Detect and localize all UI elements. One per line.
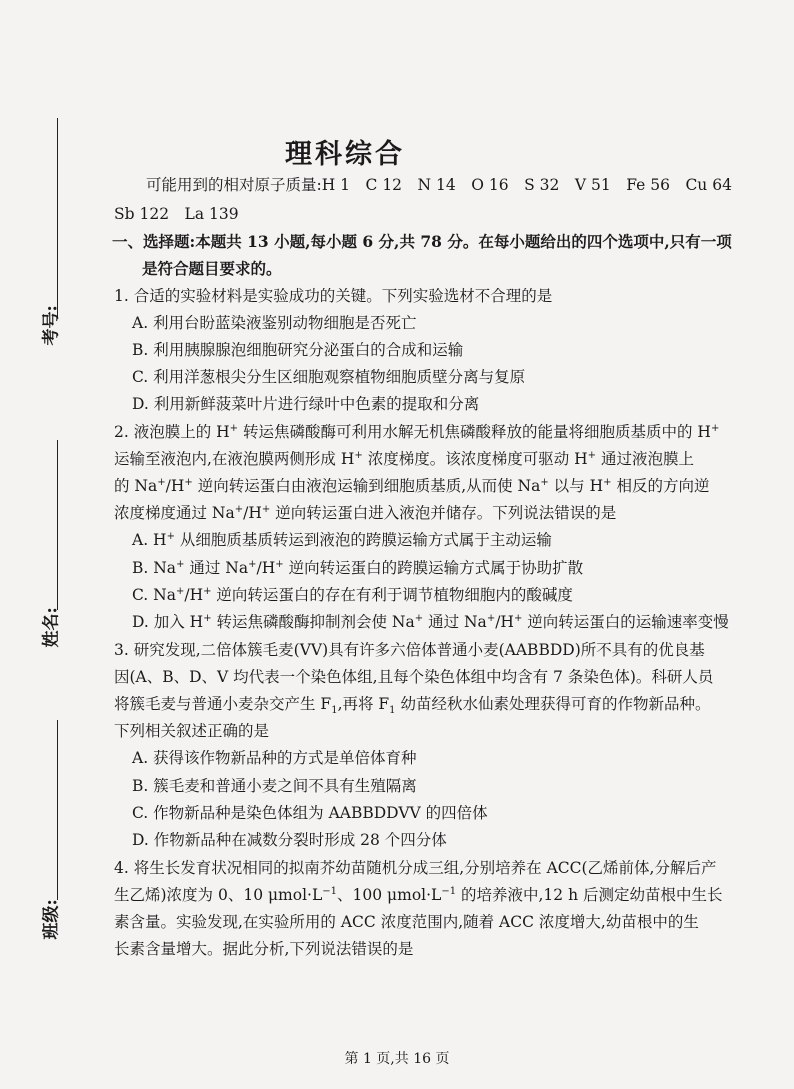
q2-text: 通过 Na [184,559,249,577]
name-line [57,440,58,610]
q2-text: 浓度梯度通过 Na [114,504,235,522]
page-footer: 第 1 页,共 16 页 [344,1051,450,1067]
q1-option-b: B. 利用胰腺腺泡细胞研究分泌蛋白的合成和运输 [132,341,464,359]
q2-text: A. H [132,531,167,549]
superscript: + [486,612,496,624]
q2-text: B. Na [132,559,177,577]
q2-text: 转运焦磷酸酶可利用水解无机焦磷酸释放的能量将细胞质基质中的 H [238,423,711,441]
q1-option-c: C. 利用洋葱根尖分生区细胞观察植物细胞质壁分离与复原 [132,368,526,386]
q2-text: /H [256,559,276,577]
superscript: + [203,612,212,624]
q3-line4: 下列相关叙述正确的是 [114,722,270,740]
class-label: 班级: [41,899,62,940]
q2-text: 逆向转运蛋白的运输速率变慢 [522,613,729,631]
q4-text: 生乙烯)浓度为 0、10 μmol·L [114,886,323,904]
q3-text: ,再将 F [337,695,390,713]
q2-line4 [114,500,616,526]
q2-text: /H [165,477,185,495]
q3-line1: 3. 研究发现,二倍体簇毛麦(VV)具有许多六倍体普通小麦(AABBDD)所不具有的优良基 [114,641,705,659]
superscript: + [275,558,284,570]
superscript: + [540,476,549,488]
superscript: −1 [322,885,338,897]
superscript: + [354,449,363,461]
q3-line3 [114,691,710,717]
subscript: 1 [389,705,396,717]
name-label: 姓名: [41,607,62,648]
superscript: + [587,449,597,461]
q3-option-a: A. 获得该作物新品种的方式是单倍体育种 [132,749,417,767]
section-heading-line2: 是符合题目要求的。 [142,259,282,278]
q3-text: 幼苗经秋水仙素处理获得可育的作物新品种。 [395,695,711,713]
q2-text: 逆向转运蛋白进入液泡并储存。下列说法错误的是 [270,504,617,522]
q2-text: 2. 液泡膜上的 H [114,423,230,441]
superscript: + [157,476,166,488]
superscript: + [261,503,271,515]
q4-line2 [114,882,723,908]
q2-text: /H [184,586,204,604]
q4-text: 的培养液中,12 h 后测定幼苗根中生长 [456,886,723,904]
q2-text: 逆向转运蛋白的存在有利于调节植物细胞内的酸碱度 [211,586,573,604]
superscript: + [603,476,612,488]
atomic-masses-line1: 可能用到的相对原子质量:H 1 C 12 N 14 O 16 S 32 V 51 Fe 56 Cu 64 [146,176,732,194]
q2-text: 逆向转运蛋白的跨膜运输方式属于协助扩散 [283,559,584,577]
class-line [57,720,58,900]
q4-text: 、100 μmol·L [337,886,442,904]
q2-text: 的 Na [114,477,158,495]
q2-text: 通过液泡膜上 [596,450,694,468]
atomic-masses-line2: Sb 122 La 139 [114,205,239,223]
exam-no-label: 考号: [41,305,62,346]
q2-option-d [132,609,729,635]
superscript: + [176,558,185,570]
superscript: + [229,422,239,434]
q2-text: 从细胞质基质转运到液泡的跨膜运输方式属于主动运输 [174,531,552,549]
q1-option-d: D. 利用新鲜菠菜叶片进行绿叶中色素的提取和分离 [132,395,480,413]
q2-text: 相反的方向逆 [611,477,710,495]
q2-line1 [114,419,719,445]
q4-line4: 长素含量增大。据此分析,下列说法错误的是 [114,940,414,958]
q3-line2: 因(A、B、D、V 均代表一个染色体组,且每个染色体组中均含有 7 条染色体)。科研人员 [114,668,714,686]
superscript: + [203,585,212,597]
q1-option-a: A. 利用台盼蓝染液鉴别动物细胞是否死亡 [132,314,417,332]
q3-option-c: C. 作物新品种是染色体组为 AABBDDVV 的四倍体 [132,804,488,822]
q2-option-c [132,582,573,608]
superscript: + [710,422,720,434]
section-heading-line1: 一、选择题:本题共 13 小题,每小题 6 分,共 78 分。在每小题给出的四个选项中,只有一项 [112,232,732,251]
q2-text: 通过 Na [423,613,487,631]
superscript: + [414,612,424,624]
q2-line2 [114,446,694,472]
q3-option-b: B. 簇毛麦和普通小麦之间不具有生殖隔离 [132,777,417,795]
q2-text: 浓度梯度。该浓度梯度可驱动 H [362,450,588,468]
q2-text: 运输至液泡内,在液泡膜两侧形成 H [114,450,355,468]
q2-line3 [114,473,709,499]
q2-option-b [132,555,583,581]
subscript: 1 [331,705,338,717]
q3-text: 将簇毛麦与普通小麦杂交产生 F [114,695,332,713]
q2-text: C. Na [132,586,176,604]
superscript: + [175,585,185,597]
q4-line1: 4. 将生长发育状况相同的拟南芥幼苗随机分成三组,分别培养在 ACC(乙烯前体,分解后产 [114,859,717,877]
superscript: + [513,612,523,624]
q4-line3: 素含量。实验发现,在实验所用的 ACC 浓度范围内,随着 ACC 浓度增大,幼苗根中的生 [114,913,699,931]
q2-text: 逆向转运蛋白由液泡运输到细胞质基质,从而使 Na [192,477,541,495]
superscript: + [184,476,193,488]
q2-text: 转运焦磷酸酶抑制剂会使 Na [211,613,415,631]
q2-text: D. 加入 H [132,613,204,631]
q2-option-a [132,527,552,553]
superscript: + [248,558,257,570]
superscript: + [234,503,244,515]
q2-text: /H [495,613,514,631]
superscript: + [166,530,175,542]
page-title: 理科综合 [285,139,405,170]
q2-text: 以与 H [548,477,604,495]
q2-text: /H [243,504,262,522]
q3-option-d: D. 作物新品种在减数分裂时形成 28 个四分体 [132,831,447,849]
q1-stem: 1. 合适的实验材料是实验成功的关键。下列实验选材不合理的是 [114,287,553,305]
superscript: −1 [441,885,457,897]
